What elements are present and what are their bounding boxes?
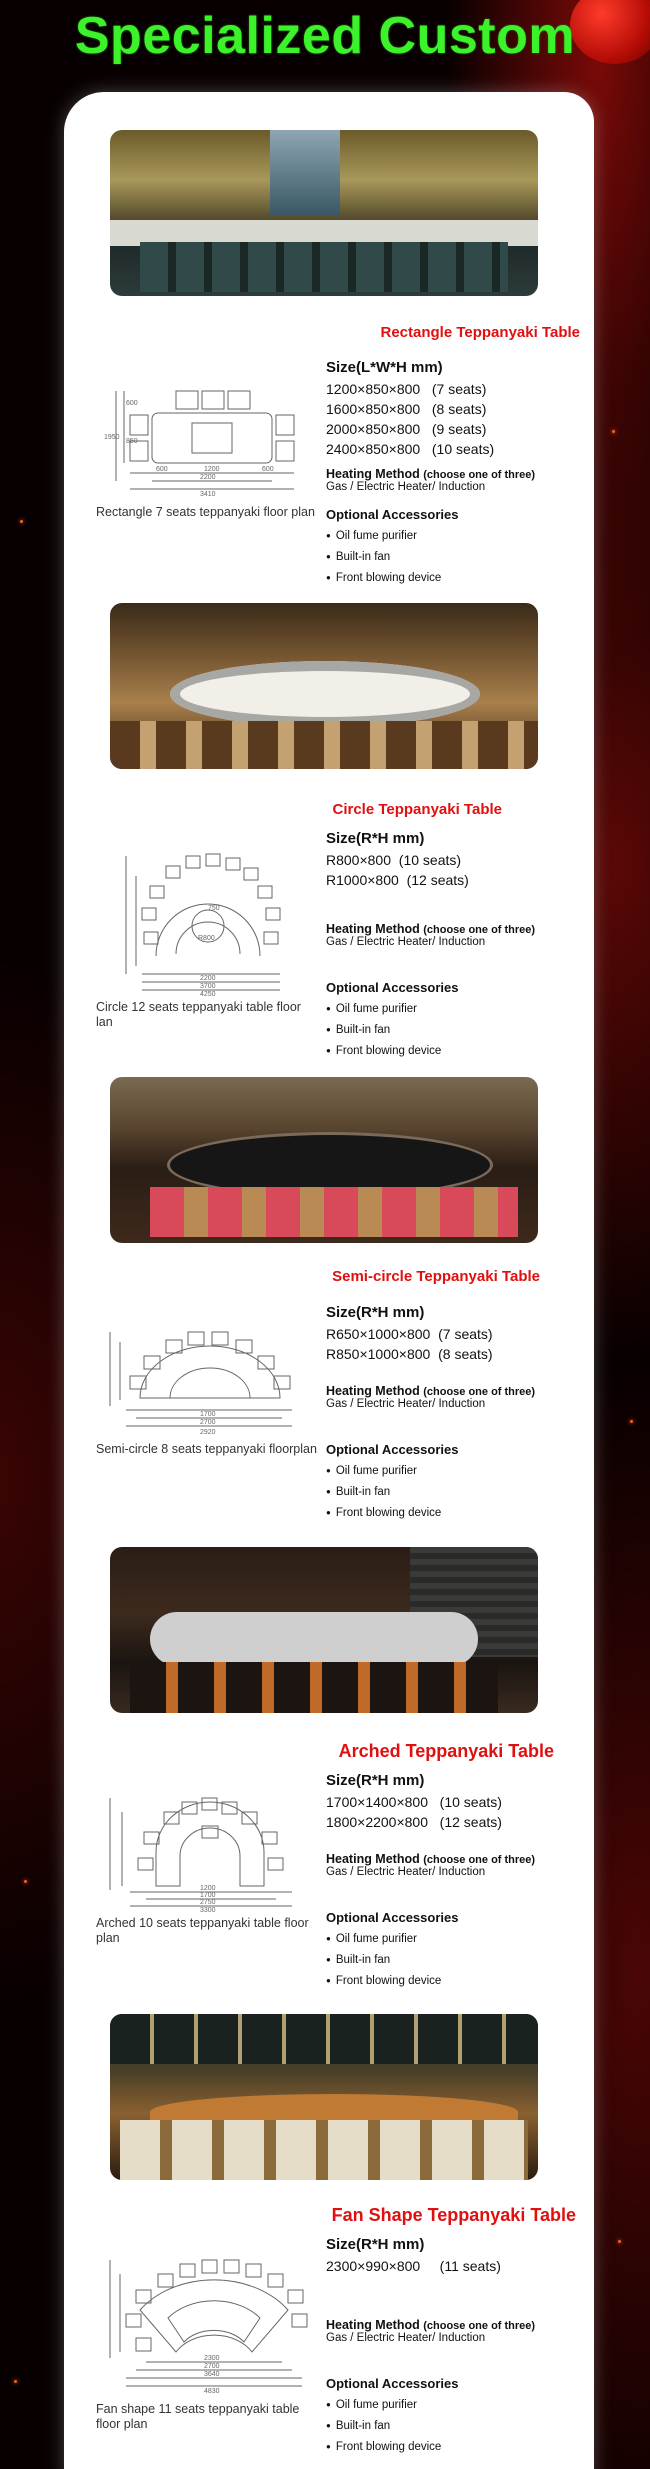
arched-floor-plan: [96, 1782, 321, 1946]
circle-floor-plan-diagram: [96, 836, 311, 996]
svg-text:750: 750: [208, 905, 220, 912]
fan-shape-floor-plan-diagram: [96, 2248, 311, 2398]
page-title: Specialized Custom: [74, 7, 576, 65]
spec-block: [326, 2236, 586, 2458]
rectangle-floor-plan: [96, 369, 321, 520]
heating-value: Gas / Electric Heater/ Induction: [326, 936, 486, 948]
heating-label: Heating Method (choose one of three): [326, 467, 536, 481]
heating-label: Heating Method (choose one of three): [326, 2318, 536, 2332]
accessory-item: ● Oil fume purifier: [326, 526, 586, 547]
svg-text:600: 600: [262, 466, 274, 473]
accessories-label: Optional Accessories: [326, 1442, 459, 1457]
svg-text:3410: 3410: [200, 491, 216, 498]
accessory-item: ● Front blowing device: [326, 1041, 586, 1062]
svg-text:1950: 1950: [104, 434, 120, 441]
svg-text:1200: 1200: [204, 466, 220, 473]
ember-decoration: [612, 430, 615, 433]
svg-text:2700: 2700: [200, 1419, 216, 1426]
accessory-item: ● Front blowing device: [326, 2437, 586, 2458]
heating-label: Heating Method (choose one of three): [326, 1852, 536, 1866]
spec-block: [326, 1772, 586, 1992]
semi-circle-floor-plan: [96, 1318, 321, 1457]
ember-decoration: [24, 1880, 27, 1883]
accessory-item: ● Front blowing device: [326, 568, 586, 589]
accessory-item: ● Built-in fan: [326, 547, 586, 568]
svg-text:2200: 2200: [200, 975, 216, 982]
accessory-item: ● Built-in fan: [326, 2416, 586, 2437]
ember-decoration: [14, 2380, 17, 2383]
accessory-item: ● Oil fume purifier: [326, 999, 586, 1020]
ember-decoration: [618, 2240, 621, 2243]
ember-decoration: [20, 520, 23, 523]
section-title-arched: Arched Teppanyaki Table: [338, 1741, 554, 1761]
arched-table-photo: [110, 1547, 538, 1713]
floor-plan-caption: Arched 10 seats teppanyaki table floor plan: [96, 1916, 309, 1945]
svg-text:3640: 3640: [204, 2371, 220, 2378]
fan-shape-floor-plan: [96, 2248, 321, 2432]
size-row: 1700×1400×800 (10 seats): [326, 1794, 502, 1810]
size-label: Size(R*H mm): [326, 2236, 425, 2253]
svg-text:2200: 2200: [200, 474, 216, 481]
rectangle-floor-plan-diagram: [96, 369, 311, 501]
accessories-label: Optional Accessories: [326, 2376, 459, 2391]
heating-label: Heating Method (choose one of three): [326, 1384, 536, 1398]
arched-floor-plan-diagram: [96, 1782, 311, 1912]
size-label: Size(R*H mm): [326, 830, 425, 847]
size-row: 1800×2200×800 (12 seats): [326, 1814, 502, 1830]
svg-text:600: 600: [156, 466, 168, 473]
size-row: 2000×850×800 (9 seats): [326, 421, 487, 437]
ember-decoration: [630, 1420, 633, 1423]
accessory-item: ● Front blowing device: [326, 1503, 586, 1524]
accessory-item: ● Built-in fan: [326, 1482, 586, 1503]
size-row: R850×1000×800 (8 seats): [326, 1346, 493, 1362]
heating-value: Gas / Electric Heater/ Induction: [326, 481, 486, 493]
size-row: 2300×990×800 (11 seats): [326, 2258, 501, 2274]
accessory-item: ● Built-in fan: [326, 1020, 586, 1041]
section-title-circle: Circle Teppanyaki Table: [332, 801, 502, 818]
svg-text:1700: 1700: [200, 1411, 216, 1418]
accessory-item: ● Oil fume purifier: [326, 1461, 586, 1482]
size-row: 1200×850×800 (7 seats): [326, 381, 487, 397]
accessory-item: ● Oil fume purifier: [326, 2395, 586, 2416]
svg-text:3300: 3300: [200, 1907, 216, 1912]
semi-circle-table-photo: [110, 1077, 538, 1243]
accessories-label: Optional Accessories: [326, 507, 459, 522]
floor-plan-caption: Circle 12 seats teppanyaki table floor lan: [96, 1000, 301, 1029]
rectangle-table-photo: [110, 130, 538, 296]
svg-text:3700: 3700: [200, 983, 216, 990]
circle-table-photo: [110, 603, 538, 769]
svg-text:4830: 4830: [204, 2388, 220, 2395]
svg-text:1200: 1200: [200, 1885, 216, 1892]
heating-value: Gas / Electric Heater/ Induction: [326, 1398, 486, 1410]
floor-plan-caption: Semi-circle 8 seats teppanyaki floorplan: [96, 1442, 317, 1456]
accessories-label: Optional Accessories: [326, 980, 459, 995]
floor-plan-caption: Rectangle 7 seats teppanyaki floor plan: [96, 505, 315, 519]
fan-shape-table-photo: [110, 2014, 538, 2180]
spec-block: [326, 1304, 586, 1524]
size-row: R1000×800 (12 seats): [326, 872, 469, 888]
accessories-label: Optional Accessories: [326, 1910, 459, 1925]
spec-block: [326, 830, 586, 1062]
size-label: Size(L*W*H mm): [326, 359, 443, 376]
section-title-rectangle: Rectangle Teppanyaki Table: [380, 324, 580, 341]
svg-text:1700: 1700: [200, 1892, 216, 1899]
heating-value: Gas / Electric Heater/ Induction: [326, 2332, 486, 2344]
accessory-item: ● Built-in fan: [326, 1950, 586, 1971]
svg-text:850: 850: [126, 438, 138, 445]
svg-text:2750: 2750: [200, 1899, 216, 1906]
accessory-item: ● Front blowing device: [326, 1971, 586, 1992]
svg-text:R800: R800: [198, 935, 215, 942]
size-label: Size(R*H mm): [326, 1304, 425, 1321]
size-label: Size(R*H mm): [326, 1772, 425, 1789]
heating-label: Heating Method (choose one of three): [326, 922, 536, 936]
floor-plan-caption: Fan shape 11 seats teppanyaki table floor plan: [96, 2402, 300, 2431]
size-row: 2400×850×800 (10 seats): [326, 441, 495, 457]
spec-block: [326, 359, 586, 589]
size-row: R650×1000×800 (7 seats): [326, 1326, 493, 1342]
svg-text:2920: 2920: [200, 1429, 216, 1436]
size-row: R800×800 (10 seats): [326, 852, 462, 868]
svg-text:4250: 4250: [200, 991, 216, 996]
circle-floor-plan: [96, 836, 321, 1030]
section-title-fan-shape: Fan Shape Teppanyaki Table: [331, 2205, 576, 2225]
section-title-semi-circle: Semi-circle Teppanyaki Table: [332, 1268, 540, 1285]
svg-text:2700: 2700: [204, 2363, 220, 2370]
size-row: 1600×850×800 (8 seats): [326, 401, 487, 417]
heating-value: Gas / Electric Heater/ Induction: [326, 1866, 486, 1878]
accessory-item: ● Oil fume purifier: [326, 1929, 586, 1950]
svg-text:2300: 2300: [204, 2355, 220, 2362]
svg-text:600: 600: [126, 400, 138, 407]
semi-circle-floor-plan-diagram: [96, 1318, 311, 1438]
